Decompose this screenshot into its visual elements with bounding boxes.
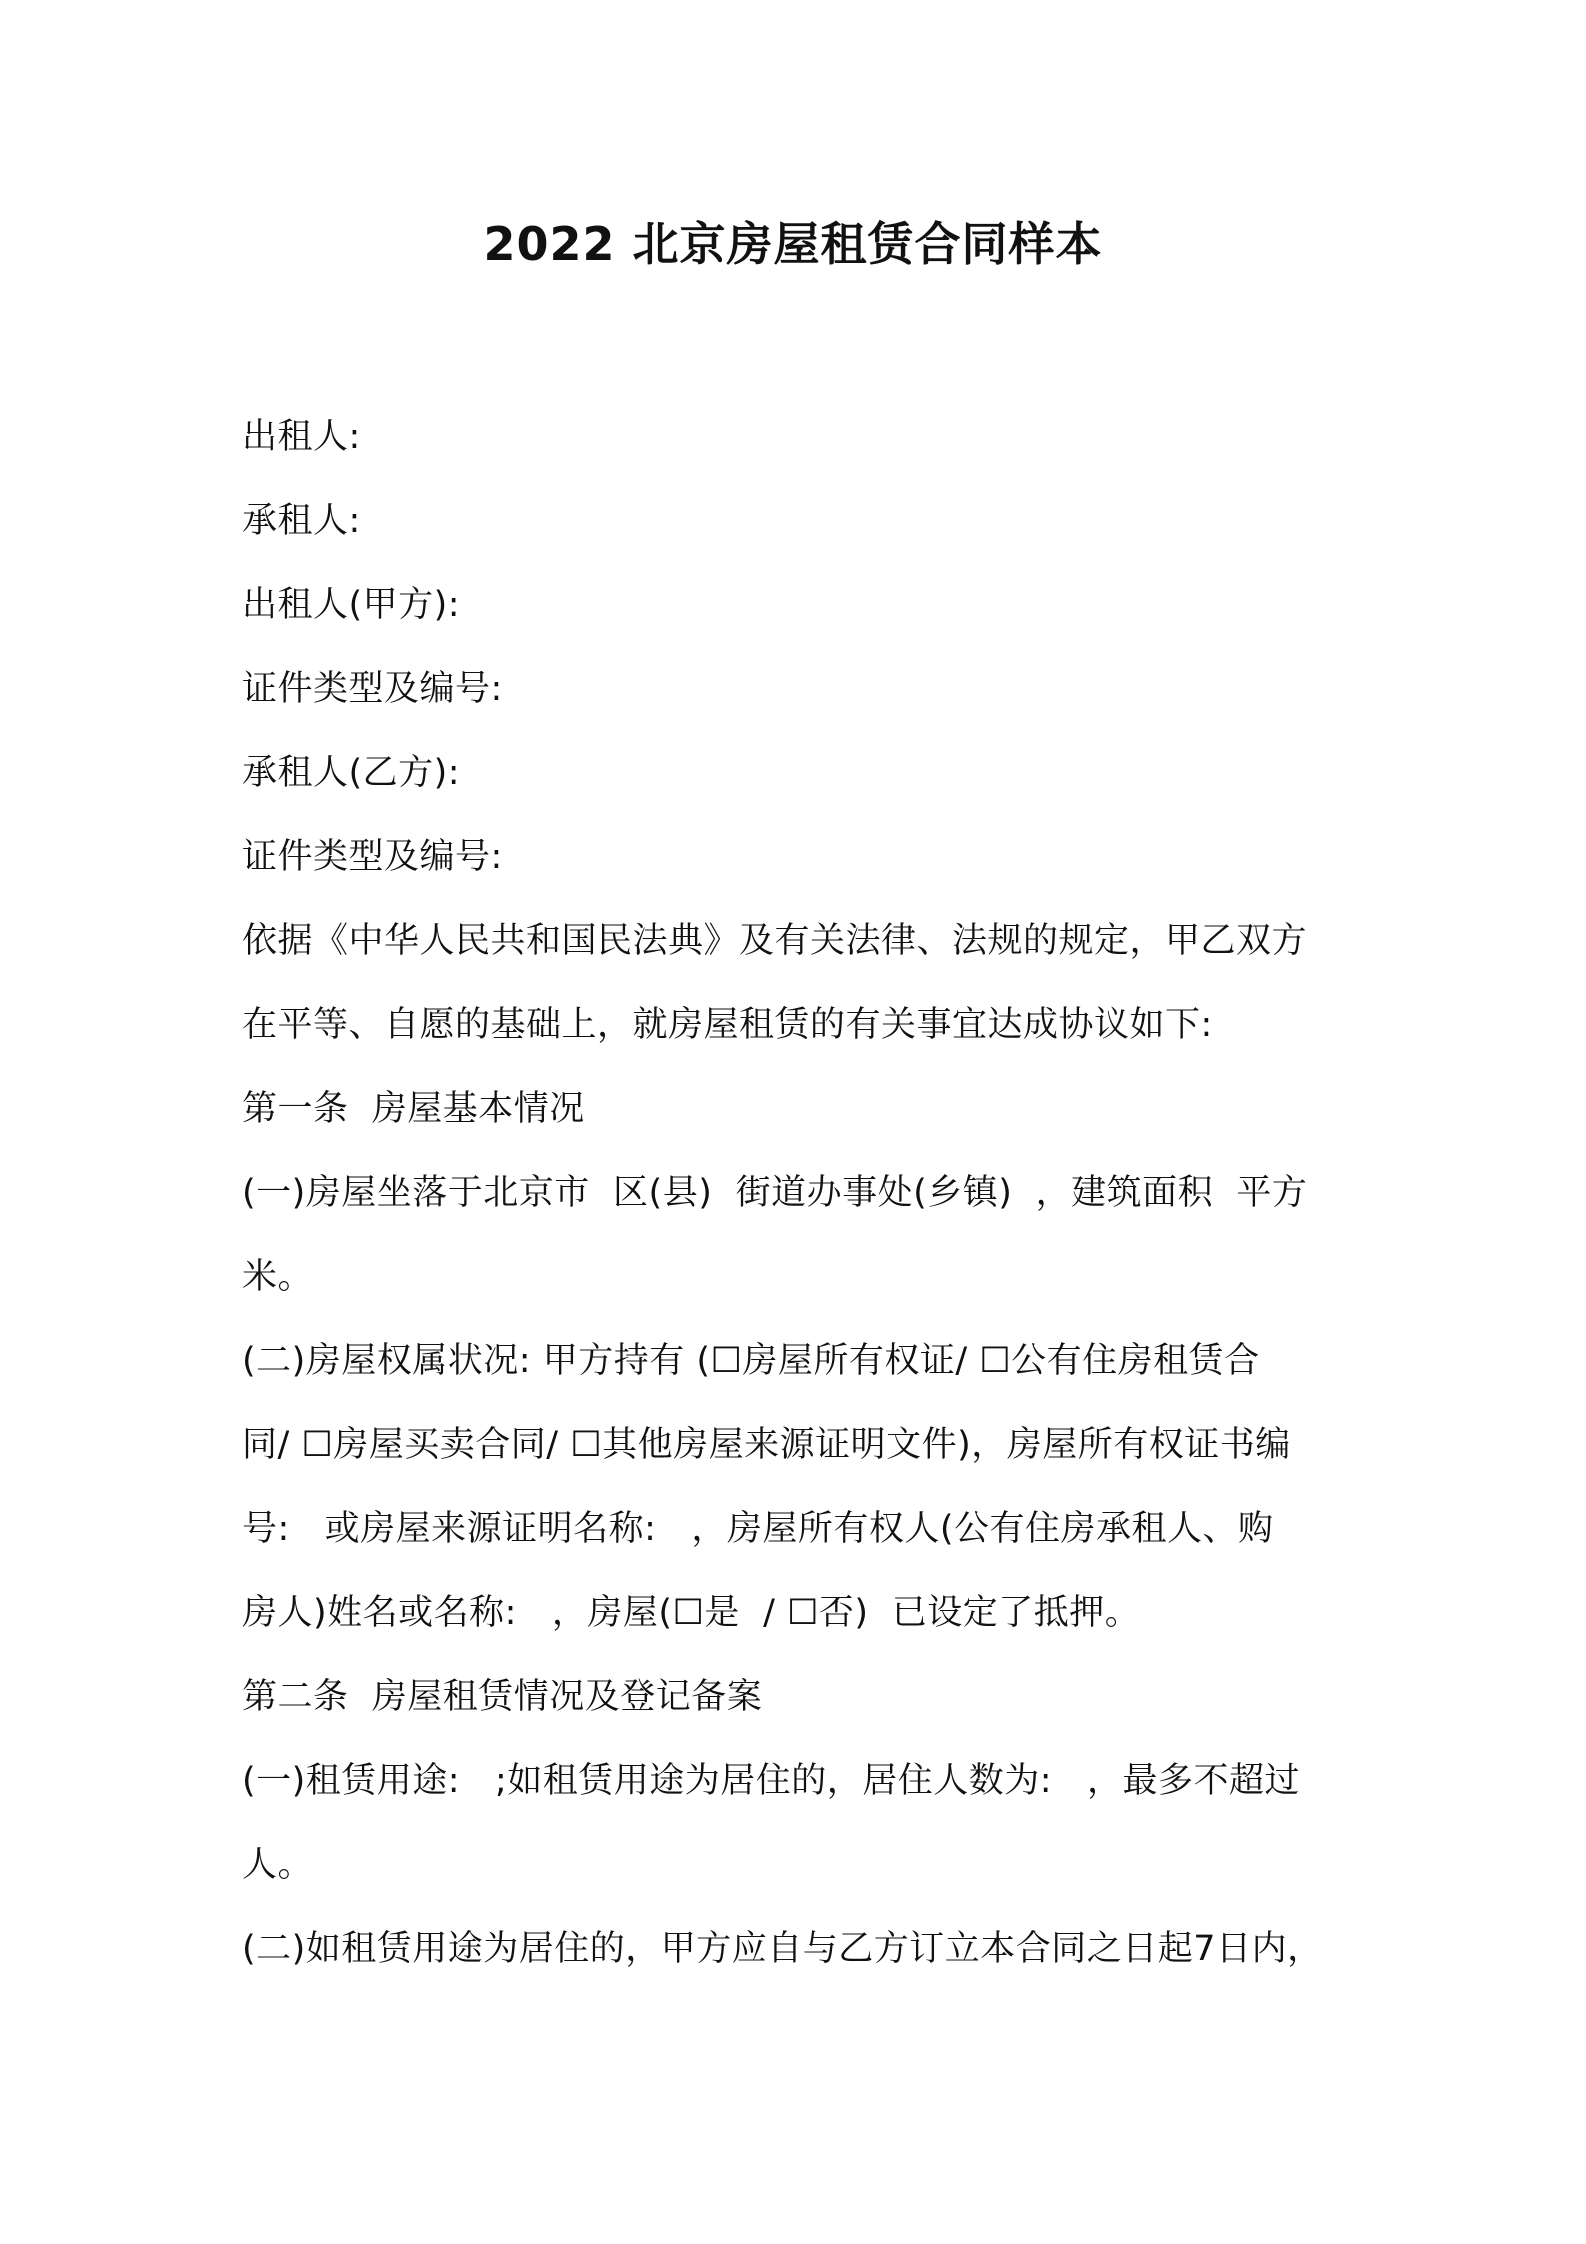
lessee-label: 承租人: xyxy=(242,501,361,541)
party-b-id-label: 证件类型及编号: xyxy=(242,837,503,877)
lessor-label: 出租人: xyxy=(242,417,361,457)
party-b-label: 承租人(乙方): xyxy=(242,753,461,793)
preamble-line-1: 依据《中华人民共和国民法典》及有关法律、法规的规定，甲乙双方 xyxy=(242,921,1308,961)
article-2-heading: 第二条 房屋租赁情况及登记备案 xyxy=(242,1677,763,1717)
article-1-clause-2-line-2: 同/ ☐房屋买卖合同/ ☐其他房屋来源证明文件)，房屋所有权证书编 xyxy=(242,1425,1291,1465)
article-2-clause-2-line-1: (二)如租赁用途为居住的，甲方应自与乙方订立本合同之日起7日内， xyxy=(242,1929,1323,1969)
article-1-clause-2-line-4: 房人)姓名或名称: ，房屋(☐是 / ☐否) 已设定了抵押。 xyxy=(242,1593,1141,1633)
article-1-clause-2-line-3: 号: 或房屋来源证明名称: ，房屋所有权人(公有住房承租人、购 xyxy=(242,1509,1274,1549)
article-2-clause-1-line-2: 人。 xyxy=(242,1845,314,1885)
article-1-clause-1-line-1: (一)房屋坐落于北京市 区(县) 街道办事处(乡镇) ，建筑面积 平方 xyxy=(242,1173,1308,1213)
article-1-heading: 第一条 房屋基本情况 xyxy=(242,1089,585,1129)
document-title: 2022 北京房屋租赁合同样本 xyxy=(483,217,1103,271)
preamble-line-2: 在平等、自愿的基础上，就房屋租赁的有关事宜达成协议如下: xyxy=(242,1005,1213,1045)
article-1-clause-2-line-1: (二)房屋权属状况: 甲方持有 (☐房屋所有权证/ ☐公有住房租赁合 xyxy=(242,1341,1260,1381)
article-2-clause-1-line-1: (一)租赁用途: ;如租赁用途为居住的，居住人数为: ，最多不超过 xyxy=(242,1761,1300,1801)
party-a-id-label: 证件类型及编号: xyxy=(242,669,503,709)
party-a-label: 出租人(甲方): xyxy=(242,585,461,625)
article-1-clause-1-line-2: 米。 xyxy=(242,1257,314,1297)
